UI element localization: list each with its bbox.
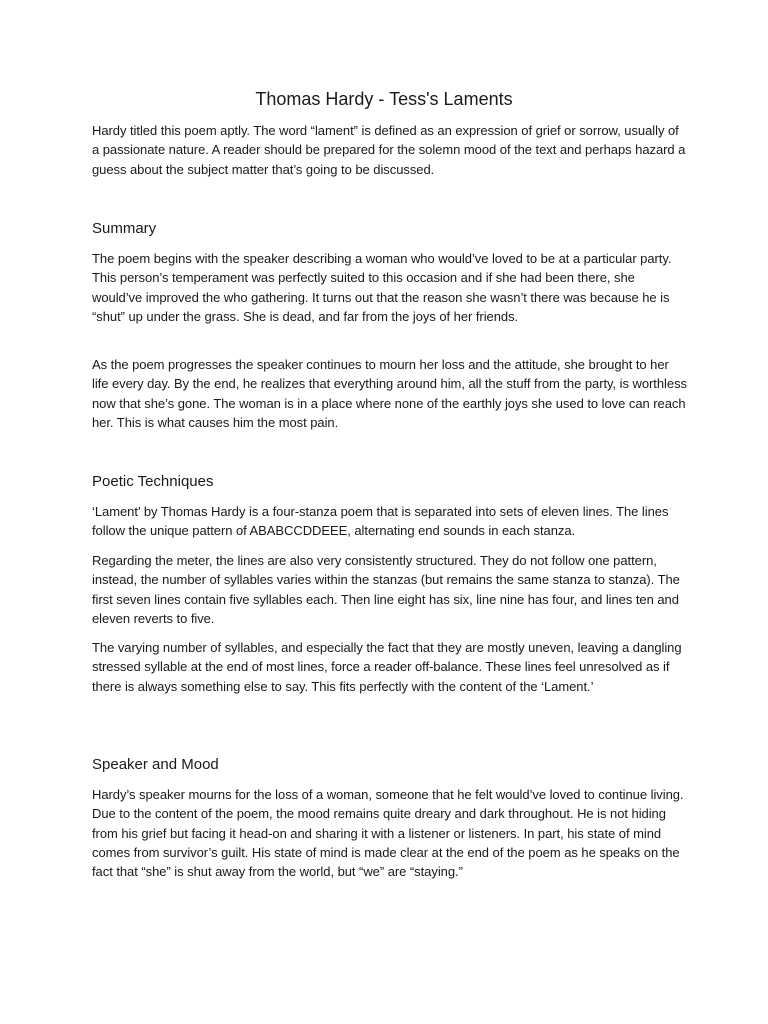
techniques-paragraph-2: Regarding the meter, the lines are also very consistently structured. They do not follow one pattern, instead, the number of syllables varies within the stanzas (but remains the same stanza to stanza). The first seven lines contain five syllables each. Then line eight has six, line nine has four, and lines ten and eleven reverts to five. [92,553,680,626]
summary-paragraph-1: The poem begins with the speaker describing a woman who would’ve loved to be at a particular party. This person’s temperament was perfectly suited to this occasion and if she had been there, she would’ve improved the who gathering. It turns out that the reason she wasn’t there was because he is “shut” up under the grass. She is dead, and far from the joys of her friends. [92,251,672,324]
section-heading-poetic-techniques: Poetic Techniques [92,473,214,490]
summary-paragraph-2: As the poem progresses the speaker continues to mourn her loss and the attitude, she brought to her life every day. By the end, he realizes that everything around him, all the stuff from the party, is worthless now that she’s gone. The woman is in a place where none of the earthly joys she used to love can reach her. This is what causes him the most pain. [92,357,687,430]
techniques-paragraph-1: ‘Lament’ by Thomas Hardy is a four-stanza poem that is separated into sets of eleven lines. The lines follow the unique pattern of ABABCCDDEEE, alternating end sounds in each stanza. [92,504,669,539]
section-heading-speaker-and-mood: Speaker and Mood [92,756,219,773]
section-heading-summary: Summary [92,220,157,237]
speaker-mood-paragraph: Hardy’s speaker mourns for the loss of a woman, someone that he felt would’ve loved to continue living. Due to the content of the poem, the mood remains quite dreary and dark throughout. He is not hiding from his grief but facing it head-on and sharing it with a listener or listeners. In part, his state of mind comes from survivor’s guilt. His state of mind is made clear at the end of the poem as he speaks on the fact that “she” is shut away from the world, but “we” are “staying.” [92,787,684,880]
page-title: Thomas Hardy - Tess's Laments [255,89,513,109]
techniques-paragraph-3: The varying number of syllables, and especially the fact that they are mostly uneven, leaving a dangling stressed syllable at the end of most lines, force a reader off-balance. These lines feel unresolved as if there is always something else to say. This fits perfectly with the content of the ‘Lament.’ [92,640,682,694]
intro-paragraph: Hardy titled this poem aptly. The word “lament” is defined as an expression of grief or sorrow, usually of a passionate nature. A reader should be prepared for the solemn mood of the text and perhaps hazard a guess about the subject matter that’s going to be discussed. [92,123,686,177]
